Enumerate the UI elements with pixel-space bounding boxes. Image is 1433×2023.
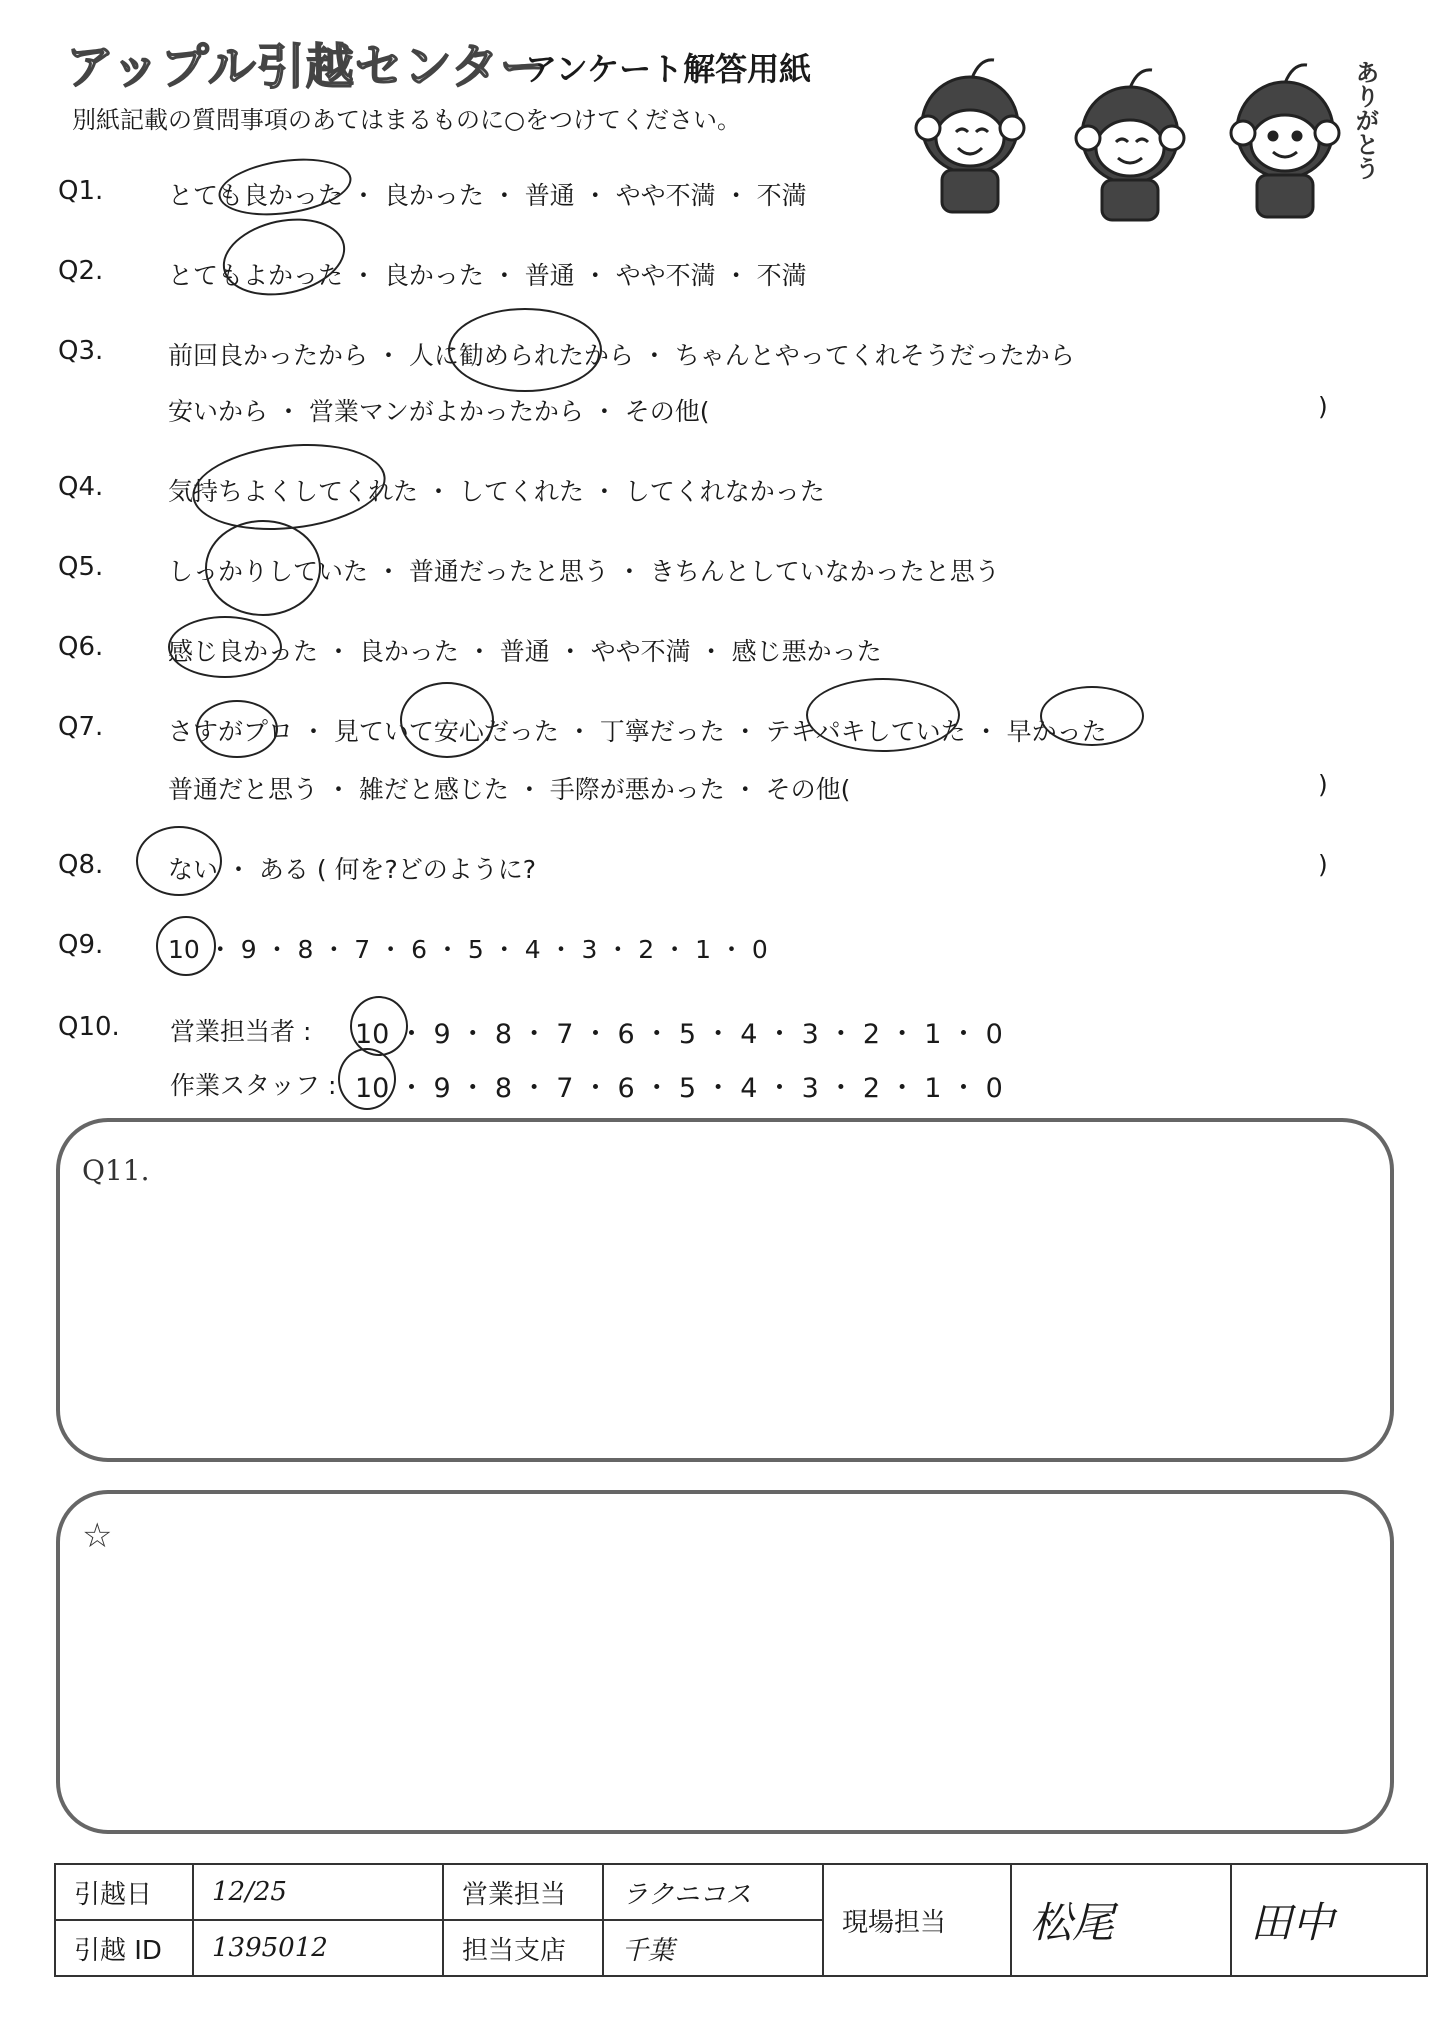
q6-answer-circle xyxy=(168,616,282,678)
info-table xyxy=(54,1863,1428,1977)
move-id-label: 引越 ID xyxy=(55,1920,193,1976)
q3-label: Q3. xyxy=(58,336,104,366)
field-label: 現場担当 xyxy=(823,1864,1011,1976)
q7-close-paren: ) xyxy=(1318,770,1328,799)
q8-answer-circle xyxy=(136,826,222,896)
q7-answer-circle-pro xyxy=(196,700,278,758)
q2-label: Q2. xyxy=(58,256,104,286)
question-3-line2 xyxy=(0,392,1433,440)
q5-answer-circle xyxy=(205,520,321,616)
q6-label: Q6. xyxy=(58,632,104,662)
q7-options-line2[interactable]: 普通だと思う ・ 雑だと感じた ・ 手際が悪かった ・ その他( xyxy=(168,775,851,804)
question-10-sales xyxy=(0,1012,1433,1060)
field-staff-2[interactable]: 田中 xyxy=(1231,1864,1427,1976)
star-icon: ☆ xyxy=(82,1516,113,1556)
q3-options-line2[interactable]: 安いから ・ 営業マンがよかったから ・ その他( xyxy=(168,397,710,426)
move-date-value[interactable]: 12/25 xyxy=(193,1864,443,1920)
q4-answer-circle xyxy=(188,435,390,539)
question-2 xyxy=(0,256,1433,304)
q1-options[interactable]: とても良かった ・ 良かった ・ 普通 ・ やや不満 ・ 不満 xyxy=(168,181,807,210)
q7-answer-circle-hayai xyxy=(1040,686,1144,746)
q5-options[interactable]: しっかりしていた ・ 普通だったと思う ・ きちんとしていなかったと思う xyxy=(168,557,1000,586)
instruction-text: 別紙記載の質問事項のあてはまるものに○をつけてください。 xyxy=(72,106,741,134)
q9-scale[interactable]: 10 ・ 9 ・ 8 ・ 7 ・ 6 ・ 5 ・ 4 ・ 3 ・ 2 ・ 1 ・ 0 xyxy=(168,935,768,964)
q4-label: Q4. xyxy=(58,472,104,502)
q1-label: Q1. xyxy=(58,176,104,206)
q7-label: Q7. xyxy=(58,712,104,742)
star-comment-box[interactable] xyxy=(56,1490,1394,1834)
q10-sales-scale[interactable]: 10 ・ 9 ・ 8 ・ 7 ・ 6 ・ 5 ・ 4 ・ 3 ・ 2 ・ 1 ・ 0 xyxy=(355,1019,1003,1050)
brand-title: アップル引越センター xyxy=(66,39,549,95)
q10-sales-answer-circle xyxy=(350,996,408,1056)
q8-options[interactable]: ない ・ ある ( 何を?どのように? xyxy=(168,855,537,884)
q11-label: Q11. xyxy=(82,1154,150,1187)
question-7-line2 xyxy=(0,770,1433,818)
q10-staff-answer-circle xyxy=(338,1048,396,1110)
form-title: アンケート解答用紙 xyxy=(525,50,812,88)
q10-label: Q10. xyxy=(58,1012,120,1042)
q4-options[interactable]: 気持ちよくしてくれた ・ してくれた ・ してくれなかった xyxy=(168,477,825,506)
question-3 xyxy=(0,336,1433,384)
q9-label: Q9. xyxy=(58,930,104,960)
move-date-label: 引越日 xyxy=(55,1864,193,1920)
q7-answer-circle-tekipaki xyxy=(806,678,960,752)
sales-value[interactable]: ラクニコス xyxy=(603,1864,823,1920)
move-id-value[interactable]: 1395012 xyxy=(193,1920,443,1976)
q10-sales-label: 営業担当者 : xyxy=(170,1017,312,1046)
question-10-staff xyxy=(0,1066,1433,1114)
q2-options[interactable]: とてもよかった ・ 良かった ・ 普通 ・ やや不満 ・ 不満 xyxy=(168,261,807,290)
thanks-text: ありがとう xyxy=(1351,60,1379,180)
branch-value[interactable]: 千葉 xyxy=(603,1920,823,1976)
q11-comment-box[interactable] xyxy=(56,1118,1394,1462)
branch-label: 担当支店 xyxy=(443,1920,603,1976)
q3-answer-circle xyxy=(448,308,602,392)
field-staff-1[interactable]: 松尾 xyxy=(1011,1864,1231,1976)
q7-answer-circle-anshin xyxy=(400,682,494,758)
q8-label: Q8. xyxy=(58,850,104,880)
q10-staff-scale[interactable]: 10 ・ 9 ・ 8 ・ 7 ・ 6 ・ 5 ・ 4 ・ 3 ・ 2 ・ 1 ・ 0 xyxy=(355,1073,1003,1104)
q5-label: Q5. xyxy=(58,552,104,582)
q3-options-line1[interactable]: 前回良かったから ・ 人に勧められたから ・ ちゃんとやってくれそうだったから xyxy=(168,341,1075,370)
question-1 xyxy=(0,176,1433,224)
q6-options[interactable]: 感じ良かった ・ 良かった ・ 普通 ・ やや不満 ・ 感じ悪かった xyxy=(168,637,882,666)
q7-options-line1[interactable]: さすがプロ ・ 見ていて安心だった ・ 丁寧だった ・ テキパキしていた ・ 早かった xyxy=(168,717,1107,746)
q3-close-paren: ) xyxy=(1318,392,1328,421)
q10-staff-label: 作業スタッフ : xyxy=(170,1071,337,1100)
q9-answer-circle xyxy=(156,916,216,976)
q8-close-paren: ) xyxy=(1318,850,1328,879)
sales-label: 営業担当 xyxy=(443,1864,603,1920)
